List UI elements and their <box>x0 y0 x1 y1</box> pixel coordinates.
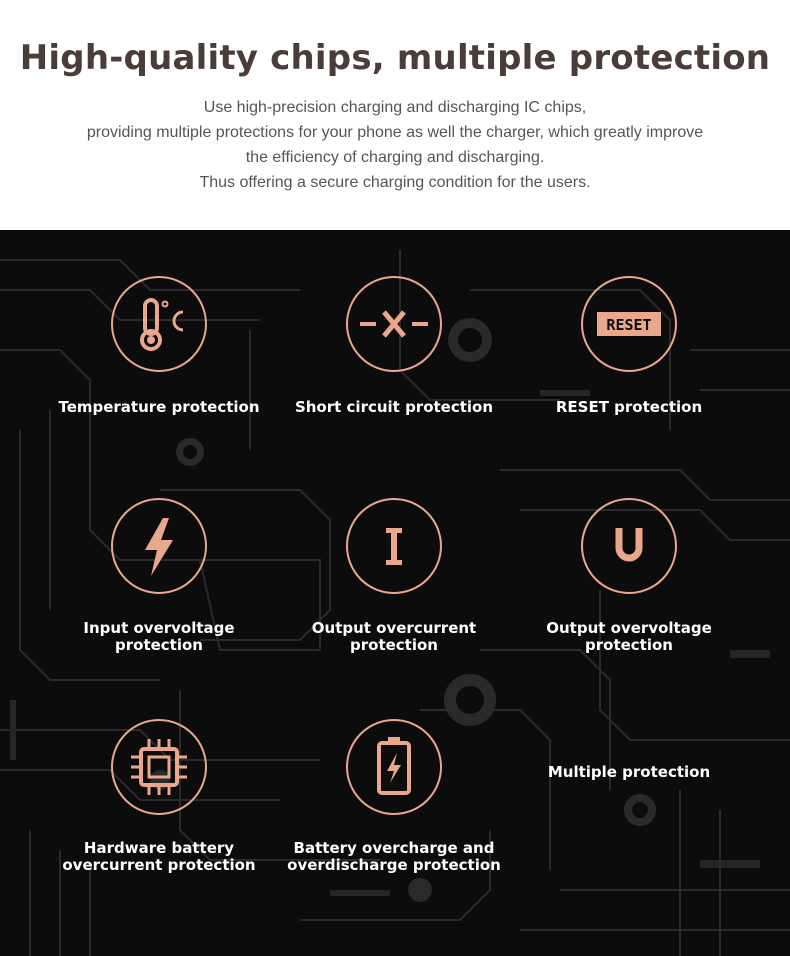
description-line: Thus offering a secure charging condition for the users. <box>199 174 591 191</box>
lightning-icon <box>111 498 207 594</box>
feature-label-input-overvoltage: Input overvoltage protection <box>83 619 235 654</box>
feature-label-output-overvoltage: Output overvoltage protection <box>546 619 712 654</box>
description-line: the efficiency of charging and discharging. <box>245 149 545 166</box>
protection-panel <box>0 230 790 956</box>
short-circuit-icon <box>346 276 442 372</box>
reset-icon <box>581 276 677 372</box>
page-description <box>0 95 790 195</box>
feature-label-battery-overcharge: Battery overcharge and overdischarge protection <box>287 839 501 874</box>
feature-label-hardware-battery-overcurrent: Hardware battery overcurrent protection <box>62 839 256 874</box>
current-i-icon <box>346 498 442 594</box>
reset-icon-text: RESET <box>606 316 652 334</box>
page-title: High-quality chips, multiple protection <box>19 38 771 78</box>
description-line: Use high-precision charging and discharging IC chips, <box>203 99 587 116</box>
feature-label-output-overcurrent: Output overcurrent protection <box>311 619 477 654</box>
header-section <box>0 0 790 230</box>
voltage-u-icon <box>581 498 677 594</box>
feature-label-short-circuit: Short circuit protection <box>294 398 494 416</box>
description-line: providing multiple protections for your phone as well the charger, which greatly improve <box>86 124 704 141</box>
chip-icon <box>111 719 207 815</box>
feature-label-temperature: Temperature protection <box>58 398 260 416</box>
thermometer-icon <box>111 276 207 372</box>
battery-charge-icon <box>346 719 442 815</box>
feature-label-multiple-protection: Multiple protection <box>547 763 711 781</box>
feature-label-reset: RESET protection <box>555 398 703 416</box>
